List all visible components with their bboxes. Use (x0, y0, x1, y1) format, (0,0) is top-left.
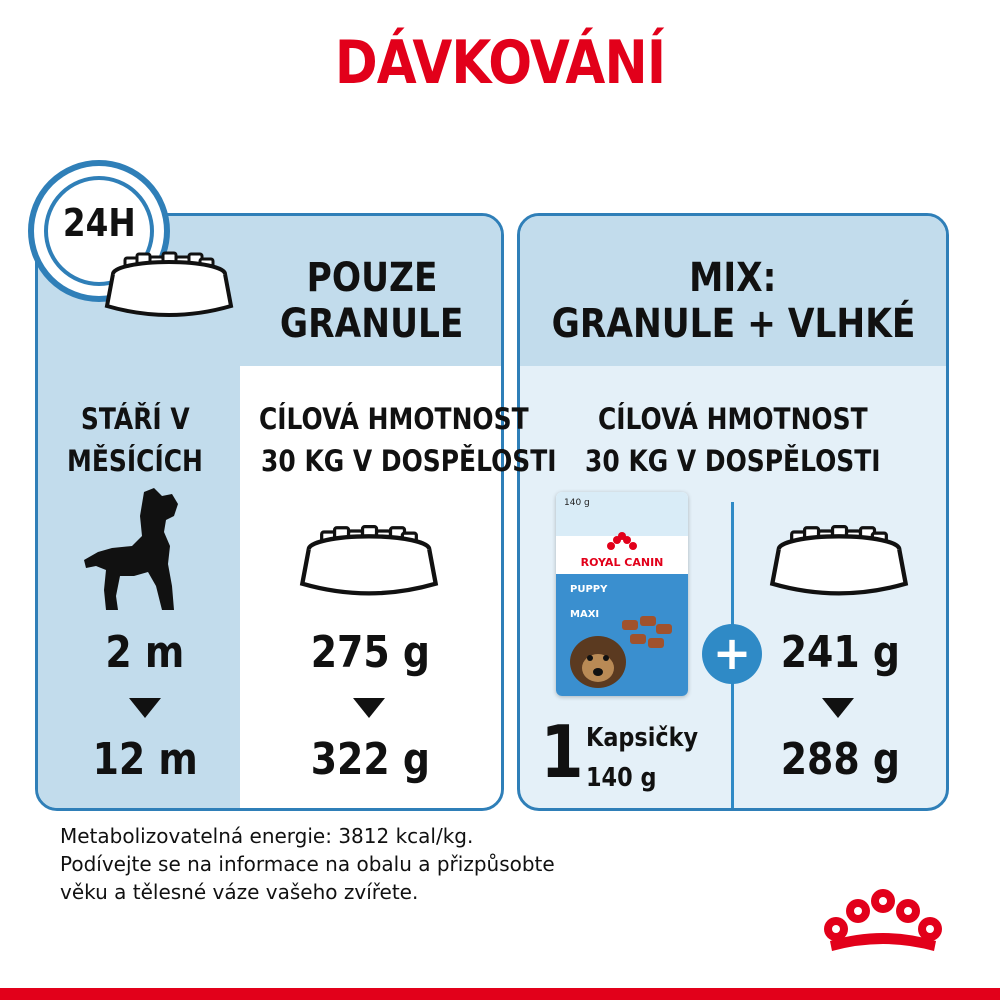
clock-badge-label: 24H (62, 201, 136, 245)
arrow-down-icon (822, 698, 854, 718)
dry-only-heading: POUZE GRANULE (280, 255, 464, 347)
pouch-count: 1 (540, 710, 584, 794)
age-to-value: 12 m (92, 734, 198, 785)
pouch-brand: ROYAL CANIN (580, 556, 664, 569)
food-bowl-icon (768, 520, 910, 600)
mix-dry-from-value: 241 g (780, 627, 900, 678)
dry-target-weight-label: CÍLOVÁ HMOTNOST 30 KG V DOSPĚLOSTI (258, 402, 557, 478)
dry-only-from-value: 275 g (310, 627, 430, 678)
footer-note (60, 822, 840, 906)
pouch-unit: Kapsičky (586, 723, 699, 753)
pouch-variant: PUPPY MAXI (570, 584, 608, 620)
mix-target-weight-label: CÍLOVÁ HMOTNOST 30 KG V DOSPĚLOSTI (585, 402, 881, 478)
mix-heading: MIX: GRANULE + VLHKÉ (551, 255, 915, 347)
puppy-silhouette-icon (82, 486, 192, 612)
footer-line: věku a tělesné váze vašeho zvířete. (60, 880, 419, 904)
dry-only-to-value: 322 g (310, 734, 430, 785)
wet-food-pouch-image (556, 492, 688, 696)
age-from-value: 2 m (105, 627, 185, 678)
plus-icon: + (702, 624, 762, 684)
arrow-down-icon (353, 698, 385, 718)
mix-dry-to-value: 288 g (780, 734, 900, 785)
food-chunks-icon (618, 610, 678, 658)
footer-line: Metabolizovatelná energie: 3812 kcal/kg. (60, 824, 474, 848)
royal-canin-crown-icon (822, 885, 944, 957)
royal-canin-crown-icon (606, 532, 638, 554)
pouch-weight: 140 g (586, 763, 657, 793)
page-title: DÁVKOVÁNÍ (334, 28, 666, 98)
bottom-brand-line (0, 988, 1000, 1000)
pouch-pack-weight: 140 g (564, 498, 590, 508)
age-label: STÁŘÍ V MĚSÍCÍCH (67, 402, 203, 478)
arrow-down-icon (129, 698, 161, 718)
footer-line: Podívejte se na informace na obalu a přizpůsobte (60, 852, 555, 876)
food-bowl-icon (103, 248, 235, 320)
food-bowl-icon (298, 520, 440, 600)
